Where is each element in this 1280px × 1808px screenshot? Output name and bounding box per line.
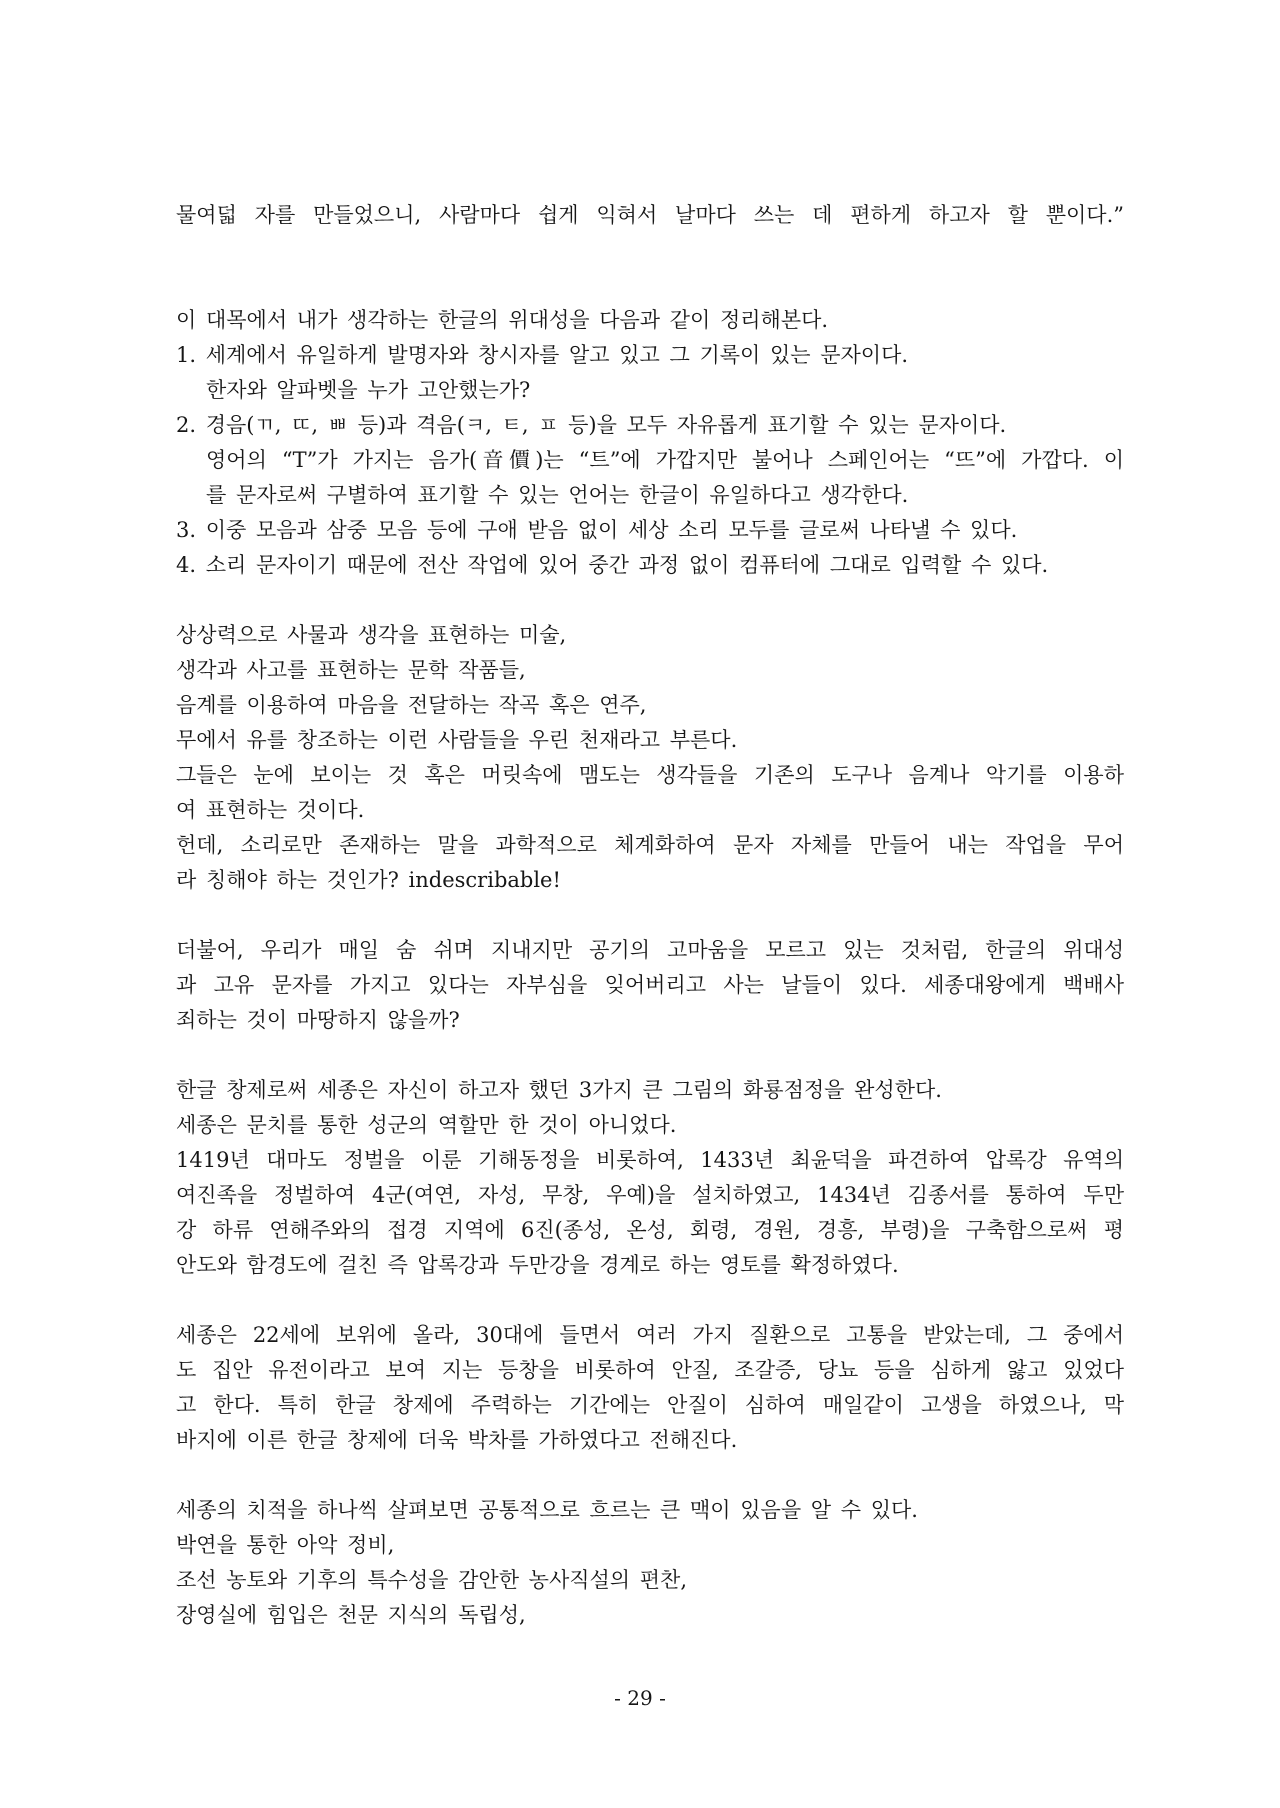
text-line: 여 표현하는 것이다. bbox=[176, 798, 365, 822]
paragraph-sejong-territory-achievements bbox=[176, 1073, 1124, 1283]
page-text-body bbox=[176, 198, 1124, 1633]
paragraph-sejong-legacy-list bbox=[176, 1493, 1124, 1633]
text-line: 박연을 통한 아악 정비, bbox=[176, 1533, 395, 1557]
text-line: 강 하류 연해주와의 접경 지역에 6진(종성, 온성, 회령, 경원, 경흥, 부령)을 구축함으로써 평 bbox=[176, 1218, 1124, 1242]
text-line: 한자와 알파벳을 누가 고안했는가? bbox=[206, 378, 531, 402]
text-line: 더불어, 우리가 매일 숨 쉬며 지내지만 공기의 고마움을 모르고 있는 것처럼, 한글의 위대성 bbox=[176, 938, 1124, 962]
text-line: 4. 소리 문자이기 때문에 전산 작업에 있어 중간 과정 없이 컴퓨터에 그대로 입력할 수 있다. bbox=[176, 553, 1049, 577]
text-line: 죄하는 것이 마땅하지 않을까? bbox=[176, 1008, 460, 1032]
paragraph-gratitude-reflection bbox=[176, 933, 1124, 1038]
text-line: 바지에 이른 한글 창제에 더욱 박차를 가하였다고 전해진다. bbox=[176, 1428, 738, 1452]
text-line: 이 대목에서 내가 생각하는 한글의 위대성을 다음과 같이 정리해본다. bbox=[176, 308, 829, 332]
text-line: 2. 경음(ㄲ, ㄸ, ㅃ 등)과 격음(ㅋ, ㅌ, ㅍ 등)을 모두 자유롭게 표기할 수 있는 문자이다. bbox=[176, 413, 1007, 437]
paragraph-genius-reflection bbox=[176, 618, 1124, 898]
text-line: 1. 세계에서 유일하게 발명자와 창시자를 알고 있고 그 기록이 있는 문자이다. bbox=[176, 343, 909, 367]
text-line: 고 한다. 특히 한글 창제에 주력하는 기간에는 안질이 심하여 매일같이 고생을 하였으나, 막 bbox=[176, 1393, 1124, 1417]
text-line: 그들은 눈에 보이는 것 혹은 머릿속에 맴도는 생각들을 기존의 도구나 음계나 악기를 이용하 bbox=[176, 763, 1124, 787]
text-line: 음계를 이용하여 마음을 전달하는 작곡 혹은 연주, bbox=[176, 693, 647, 717]
text-line: 영어의 “T”가 가지는 음가(音價)는 “트”에 가깝지만 불어나 스페인어는 “뜨”에 가깝다. 이 bbox=[206, 448, 1124, 472]
text-line: 안도와 함경도에 걸친 즉 압록강과 두만강을 경계로 하는 영토를 확정하였다. bbox=[176, 1253, 899, 1277]
text-line: 세종은 문치를 통한 성군의 역할만 한 것이 아니었다. bbox=[176, 1113, 677, 1137]
text-line: 과 고유 문자를 가지고 있다는 자부심을 잊어버리고 사는 날들이 있다. 세종대왕에게 백배사 bbox=[176, 973, 1124, 997]
text-line: 조선 농토와 기후의 특수성을 감안한 농사직설의 편찬, bbox=[176, 1568, 688, 1592]
text-line: 세종의 치적을 하나씩 살펴보면 공통적으로 흐르는 큰 맥이 있음을 알 수 있다. bbox=[176, 1498, 918, 1522]
text-line: 를 문자로써 구별하여 표기할 수 있는 언어는 한글이 유일하다고 생각한다. bbox=[206, 483, 909, 507]
paragraph-hangul-greatness-list bbox=[176, 303, 1124, 583]
text-line: 물여덟 자를 만들었으니, 사람마다 쉽게 익혀서 날마다 쓰는 데 편하게 하고자 할 뿐이다.” bbox=[176, 203, 1124, 227]
text-line: 장영실에 힘입은 천문 지식의 독립성, bbox=[176, 1603, 526, 1627]
text-line: 세종은 22세에 보위에 올라, 30대에 들면서 여러 가지 질환으로 고통을 받았는데, 그 중에서 bbox=[176, 1323, 1124, 1347]
text-line: 생각과 사고를 표현하는 문학 작품들, bbox=[176, 658, 526, 682]
text-line: 한글 창제로써 세종은 자신이 하고자 했던 3가지 큰 그림의 화룡점정을 완성한다. bbox=[176, 1078, 942, 1102]
text-line: 라 칭해야 하는 것인가? indescribable! bbox=[176, 868, 561, 892]
text-line: 3. 이중 모음과 삼중 모음 등에 구애 받음 없이 세상 소리 모두를 글로써 나타낼 수 있다. bbox=[176, 518, 1018, 542]
paragraph-sejong-illness bbox=[176, 1318, 1124, 1458]
text-line: 1419년 대마도 정벌을 이룬 기해동정을 비롯하여, 1433년 최윤덕을 파견하여 압록강 유역의 bbox=[176, 1148, 1124, 1172]
page-number: - 29 - bbox=[614, 1686, 666, 1710]
text-line: 상상력으로 사물과 생각을 표현하는 미술, bbox=[176, 623, 567, 647]
text-line: 여진족을 정벌하여 4군(여연, 자성, 무창, 우예)을 설치하였고, 1434년 김종서를 통하여 두만 bbox=[176, 1183, 1124, 1207]
text-line: 헌데, 소리로만 존재하는 말을 과학적으로 체계화하여 문자 자체를 만들어 내는 작업을 무어 bbox=[176, 833, 1124, 857]
text-line: 무에서 유를 창조하는 이런 사람들을 우린 천재라고 부른다. bbox=[176, 728, 738, 752]
text-line: 도 집안 유전이라고 보여 지는 등창을 비롯하여 안질, 조갈증, 당뇨 등을 심하게 앓고 있었다 bbox=[176, 1358, 1124, 1382]
paragraph-quote-continuation bbox=[176, 198, 1124, 233]
